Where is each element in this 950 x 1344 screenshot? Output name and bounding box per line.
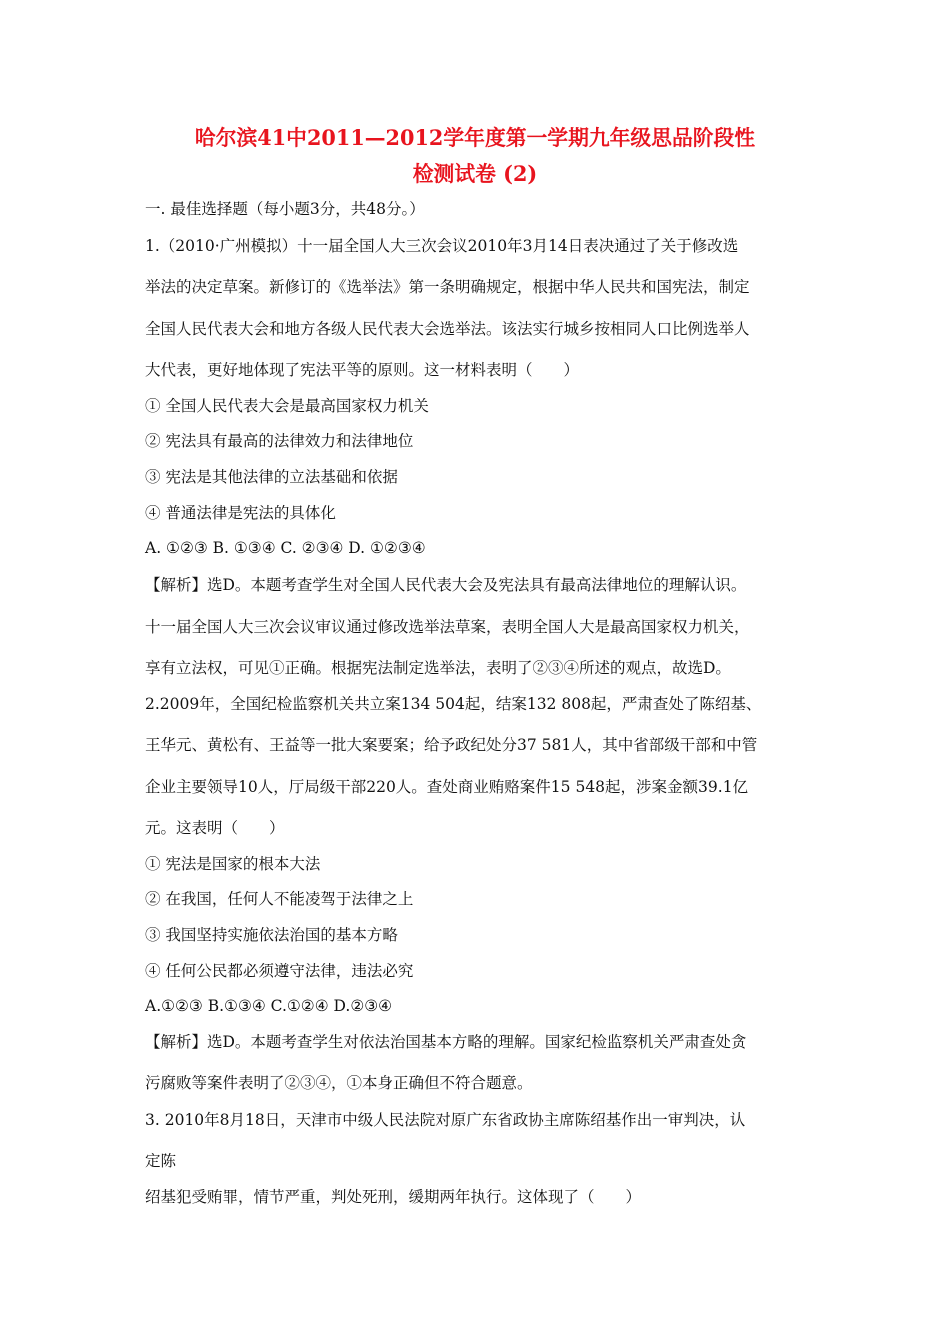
q2-options: A.①②③ B.①③④ C.①②④ D.②③④ <box>145 997 393 1015</box>
q2-stem-line: 企业主要领导10人，厅局级干部220人。查处商业贿赂案件15 548起，涉案金额39.1亿 <box>145 778 749 796</box>
q1-analysis-line: 【解析】选D。本题考查学生对全国人民代表大会及宪法具有最高法律地位的理解认识。 <box>145 576 747 594</box>
q3-stem-line: 定陈 <box>145 1152 177 1170</box>
q2-analysis-line: 污腐败等案件表明了②③④，①本身正确但不符合题意。 <box>145 1074 533 1092</box>
q2-statement: ③ 我国坚持实施依法治国的基本方略 <box>145 926 398 944</box>
q1-statement: ④ 普通法律是宪法的具体化 <box>145 504 336 522</box>
q1-stem-line: 全国人民代表大会和地方各级人民代表大会选举法。该法实行城乡按相同人口比例选举人 <box>145 320 750 338</box>
q1-options: A. ①②③ B. ①③④ C. ②③④ D. ①②③④ <box>145 539 426 557</box>
q2-stem-line: 元。这表明（ ） <box>145 819 285 837</box>
section-heading: 一. 最佳选择题（每小题3分，共48分。） <box>145 200 425 218</box>
q2-stem-line: 王华元、黄松有、王益等一批大案要案；给予政纪处分37 581人，其中省部级干部和中管 <box>145 736 758 754</box>
q2-statement: ① 宪法是国家的根本大法 <box>145 855 321 873</box>
q2-statement: ② 在我国，任何人不能凌驾于法律之上 <box>145 890 414 908</box>
q1-statement: ② 宪法具有最高的法律效力和法律地位 <box>145 432 414 450</box>
q2-analysis-line: 【解析】选D。本题考查学生对依法治国基本方略的理解。国家纪检监察机关严肃查处贪 <box>145 1033 747 1051</box>
q1-statement: ③ 宪法是其他法律的立法基础和依据 <box>145 468 398 486</box>
q2-stem-line: 2.2009年，全国纪检监察机关共立案134 504起，结案132 808起，严肃查处了陈绍基、 <box>145 695 762 713</box>
q3-stem-line: 绍基犯受贿罪，情节严重，判处死刑，缓期两年执行。这体现了（ ） <box>145 1188 642 1206</box>
q1-statement: ① 全国人民代表大会是最高国家权力机关 <box>145 397 429 415</box>
exam-title-line-1: 哈尔滨41中2011—2012学年度第一学期九年级思品阶段性 <box>194 125 756 150</box>
q3-stem-line: 3. 2010年8月18日，天津市中级人民法院对原广东省政协主席陈绍基作出一审判决，认 <box>145 1111 746 1129</box>
q2-statement: ④ 任何公民都必须遵守法律，违法必究 <box>145 962 414 980</box>
exam-title-line-2: 检测试卷 (2) <box>412 161 538 186</box>
q1-analysis-line: 十一届全国人大三次会议审议通过修改选举法草案，表明全国人大是最高国家权力机关， <box>145 618 750 636</box>
q1-stem-line: 举法的决定草案。新修订的《选举法》第一条明确规定，根据中华人民共和国宪法，制定 <box>145 278 750 296</box>
q1-stem-line: 大代表，更好地体现了宪法平等的原则。这一材料表明（ ） <box>145 361 580 379</box>
q1-stem-line: 1.（2010·广州模拟）十一届全国人大三次会议2010年3月14日表决通过了关于修改选 <box>145 237 739 255</box>
q1-analysis-line: 享有立法权，可见①正确。根据宪法制定选举法，表明了②③④所述的观点，故选D。 <box>145 659 731 677</box>
